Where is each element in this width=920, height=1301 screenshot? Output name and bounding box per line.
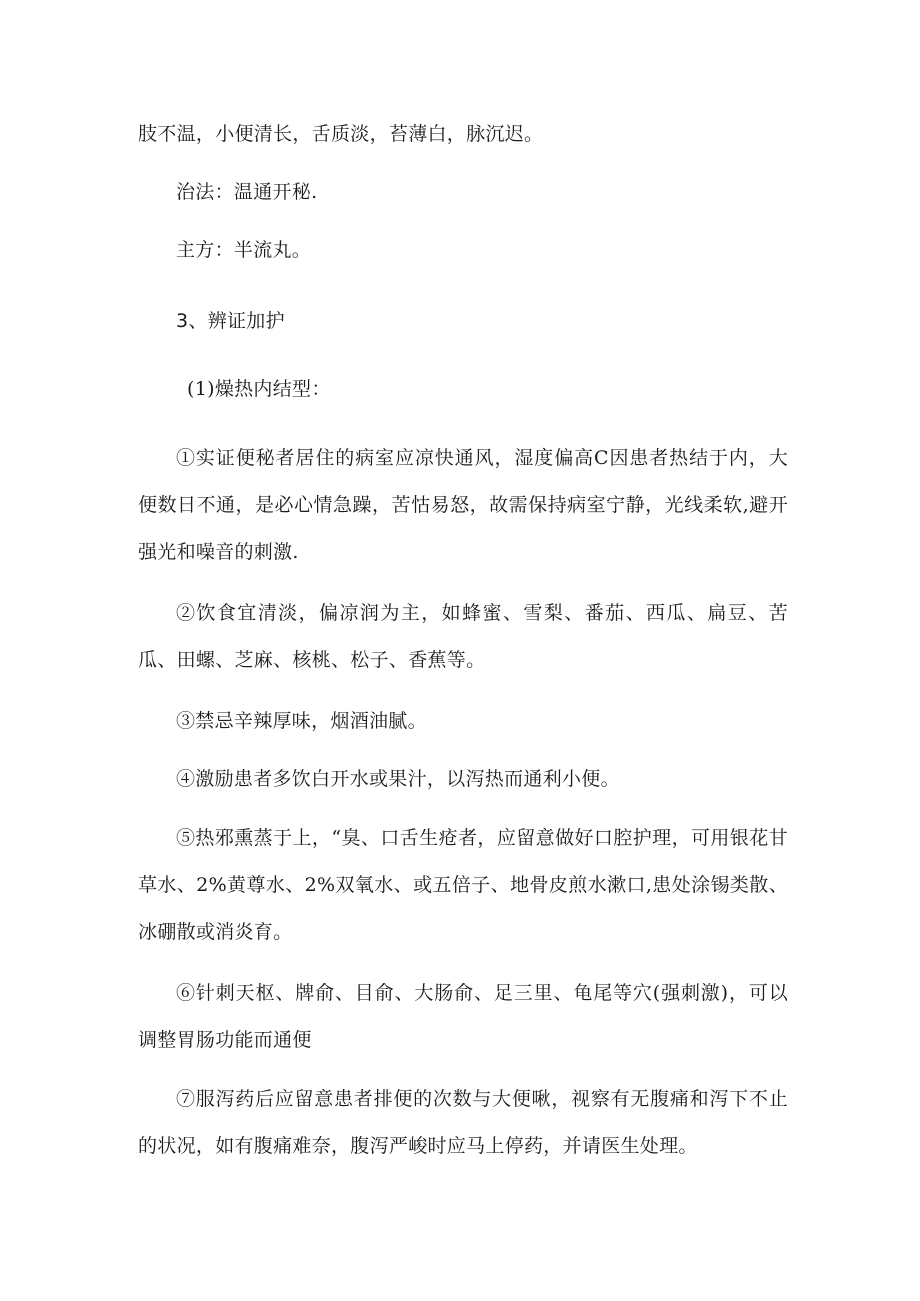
treatment-method-line: 治法：温通开秘. <box>176 181 318 203</box>
main-formula-line: 主方：半流丸。 <box>176 239 312 261</box>
care-item-6: ⑥针刺天枢、牌俞、目俞、大肠俞、足三里、龟尾等穴(强刺激)，可以调整胃肠功能而通便 <box>138 982 788 1051</box>
subsection-heading: (1)燥热内结型： <box>187 378 331 400</box>
care-item-5: ⑤热邪熏蒸于上，“臭、口舌生疮者，应留意做好口腔护理，可用银花甘草水、2%黄尊水、2%双氧水、或五倍子、地骨皮煎水漱口,患处涂锡类散、冰硼散或消炎育。 <box>138 827 788 943</box>
care-item-7: ⑦服泻药后应留意患者排便的次数与大便啾，视察有无腹痛和泻下不止的状况，如有腹痛难奈，腹泻严峻时应马上停药，并请医生处理。 <box>138 1088 788 1157</box>
care-item-1: ①实证便秘者居住的病室应凉快通风，湿度偏高C因患者热结于内，大便数日不通，是必心情急躁，苦怙易怒，故需保持病室宁静，光线柔软,避开强光和噪音的刺激. <box>138 447 788 563</box>
care-item-4: ④激励患者多饮白开水或果汁，以泻热而通利小便。 <box>176 768 620 790</box>
continuation-line: 肢不温，小便清长，舌质淡，苔薄白，脉沉迟。 <box>138 123 544 145</box>
section-heading: 3、辨证加护 <box>176 310 285 332</box>
care-item-2: ②饮食宜清淡，偏凉润为主，如蜂蜜、雪梨、番茄、西瓜、扁豆、苦瓜、田螺、芝麻、核桃、松子、香蕉等。 <box>138 602 788 671</box>
care-item-3: ③禁忌辛辣厚味，烟酒油腻。 <box>176 710 427 732</box>
